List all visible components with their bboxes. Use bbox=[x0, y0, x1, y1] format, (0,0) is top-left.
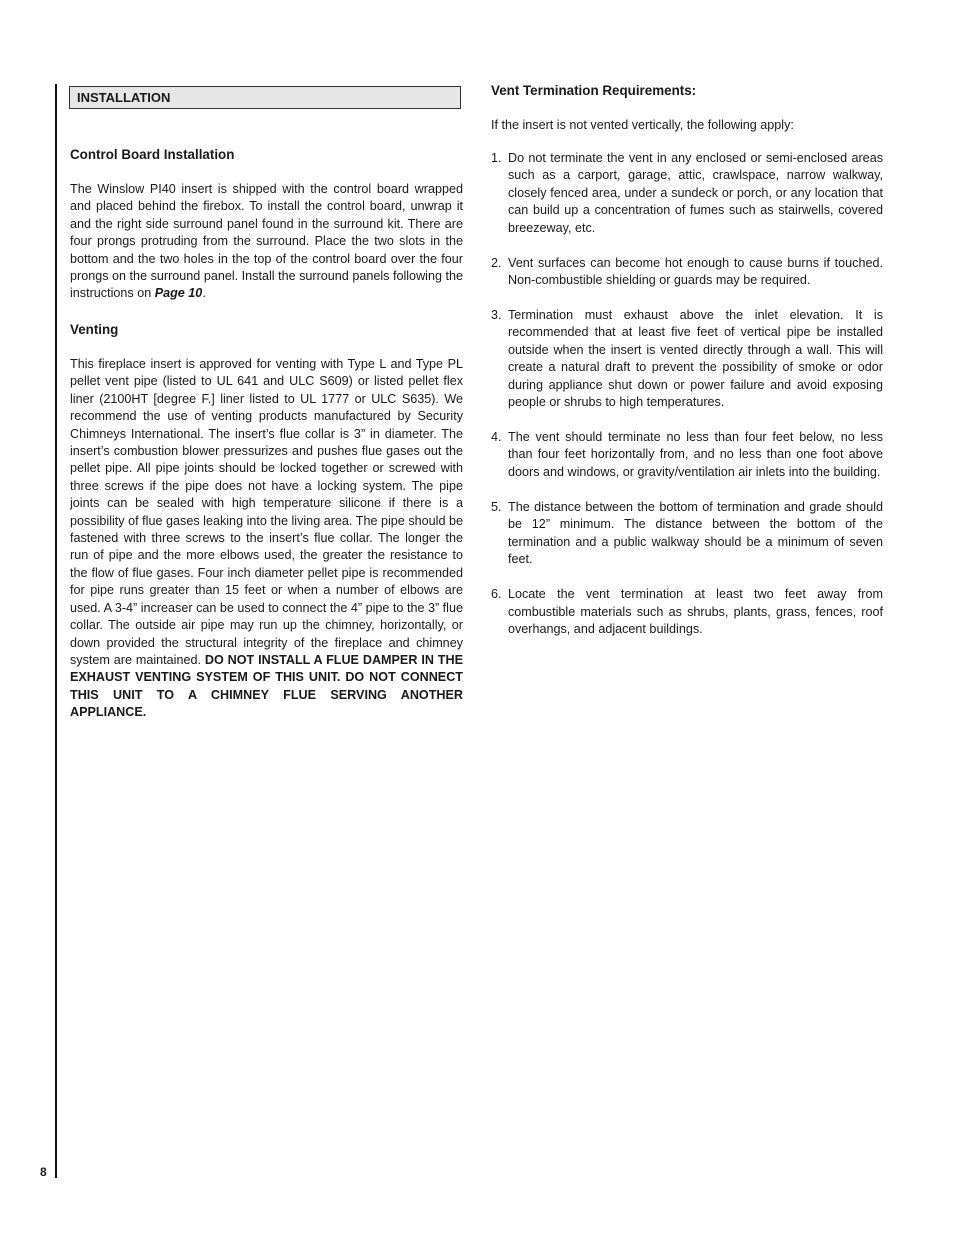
control-board-heading: Control Board Installation bbox=[70, 147, 235, 162]
control-board-end: . bbox=[202, 286, 206, 301]
list-item-number: 5. bbox=[491, 499, 502, 514]
list-item-text: The distance between the bottom of termination and grade should be 12” minimum. The distance between the bottom of the termination and a public walkway should be a minimum of seven feet. bbox=[508, 499, 883, 567]
list-item-number: 6. bbox=[491, 587, 502, 602]
list-item bbox=[491, 307, 883, 411]
list-item-text: Termination must exhaust above the inlet elevation. It is recommended that at least five feet of vertical pipe be installed outside when the insert is vented directly through a wall. This will create a natural draft to prevent the possibility of smoke or odor during appliance shut down or power failure and avoid exposing people or shrubs to high temperatures. bbox=[508, 308, 883, 410]
page-reference: Page 10 bbox=[154, 286, 203, 301]
list-item-number: 4. bbox=[491, 430, 502, 445]
list-item-number: 3. bbox=[491, 308, 502, 323]
control-board-body: The Winslow PI40 insert is shipped with the control board wrapped and placed behind the firebox. To install the control board, unwrap it and the right side surround panel found in the surround kit. There are four prongs protruding from the surround. Place the two slots in the bottom and the two holes in the top of the control board over the four prongs on the surround panel. Install the surround panels following the instructions on bbox=[70, 182, 463, 301]
list-item-number: 2. bbox=[491, 255, 502, 270]
list-item-text: Locate the vent termination at least two feet away from combustible materials such as shrubs, plants, grass, fences, roof overhangs, and adjacent buildings. bbox=[508, 587, 883, 636]
page-number: 8 bbox=[40, 1165, 47, 1179]
margin-rule bbox=[55, 84, 57, 1178]
list-item bbox=[491, 255, 883, 290]
list-item-text: Vent surfaces can become hot enough to cause burns if touched. Non-combustible shielding or guards may be required. bbox=[508, 255, 883, 288]
list-item-number: 1. bbox=[491, 151, 502, 165]
control-board-paragraph bbox=[70, 181, 463, 303]
list-item-text: Do not terminate the vent in any enclosed or semi-enclosed areas such as a carport, garage, attic, crawlspace, narrow walkway, closely fenced area, under a sundeck or porch, or any location that can build up a concentration of fumes such as stairwells, covered breezeway, etc. bbox=[508, 151, 883, 235]
venting-warning: DO NOT INSTALL A FLUE DAMPER IN THE EXHAUST VENTING SYSTEM OF THIS UNIT. DO NOT CONNECT THIS UNIT TO A CHIMNEY FLUE SERVING ANOTHER APPLIANCE. bbox=[70, 652, 463, 720]
venting-body: This fireplace insert is approved for venting with Type L and Type PL pellet vent pipe (listed to UL 641 and ULC S609) or listed pellet flex liner (2100HT [degree F.] liner listed to UL 1777 or ULC S635). We recommend the use of venting products manufactured by Security Chimneys International. The insert’s flue collar is 3” in diameter. The insert’s combustion blower pressurizes and pushes flue gases out the pellet pipe. All pipe joints should be locked together or screwed with three screws if the pipe does not have a locking system. The pipe joints can be sealed with high temperature silicone if there is a possibility of flue gases leaking into the living area. The pipe should be fastened with three screws to the insert’s flue collar. The longer the run of pipe and the more elbows used, the greater the resistance to the flow of flue gases. Four inch diameter pellet pipe is recommended for pipe runs greater than 15 feet or when a number of elbows are used. A 3-4” increaser can be used to connect the 4” pipe to the 3” flue collar. The outside air pipe may run up the chimney, horizontally, or down provided the structural integrity of the fireplace and chimney system are maintained. bbox=[70, 357, 463, 667]
list-item bbox=[491, 499, 883, 569]
list-item bbox=[491, 150, 883, 237]
vent-termination-list bbox=[491, 150, 883, 656]
vent-termination-intro: If the insert is not vented vertically, the following apply: bbox=[491, 118, 794, 132]
venting-heading: Venting bbox=[70, 322, 119, 337]
list-item bbox=[491, 429, 883, 481]
list-item-text: The vent should terminate no less than four feet below, no less than four feet horizontally from, and no less than one foot above doors and windows, or gravity/ventilation air inlets into the building. bbox=[508, 430, 883, 479]
section-header-installation: INSTALLATION bbox=[69, 86, 461, 109]
venting-paragraph bbox=[70, 356, 463, 722]
vent-termination-heading: Vent Termination Requirements: bbox=[491, 83, 697, 98]
list-item bbox=[491, 586, 883, 638]
